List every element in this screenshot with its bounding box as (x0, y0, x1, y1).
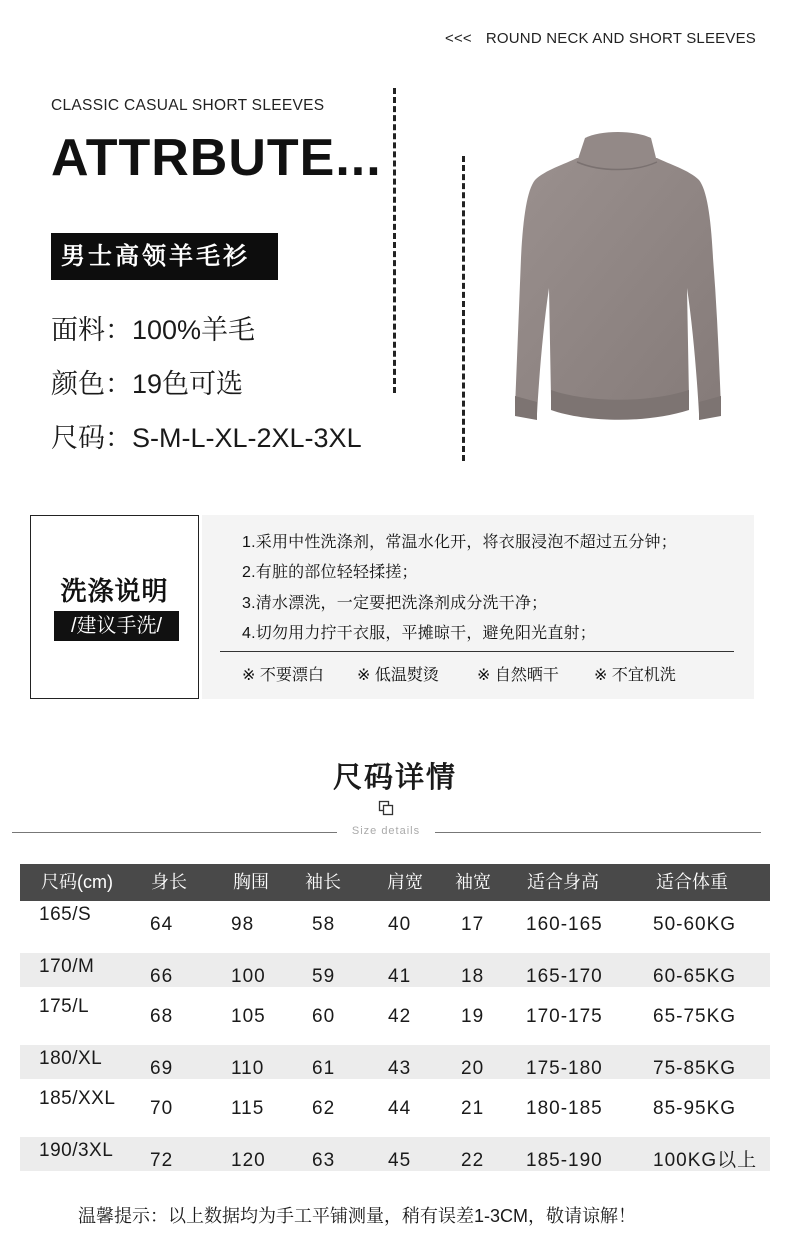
table-row (20, 1085, 770, 1131)
column-header: 适合体重 (656, 872, 728, 892)
turtleneck-sweater-image (505, 128, 730, 440)
divider (220, 651, 734, 652)
page-title: ATTRBUTE... (51, 129, 382, 187)
measurement-note: 温馨提示：以上数据均为手工平铺测量，稍有误差1-3CM，敬请谅解！ (78, 1206, 637, 1226)
table-cell: 60-65KG (653, 966, 737, 987)
washing-title: 洗涤说明 (60, 576, 169, 606)
table-cell: 105 (231, 1006, 266, 1027)
table-header-row (20, 864, 770, 901)
spec-color: 颜色：19色可选 (51, 369, 244, 399)
divider (435, 832, 761, 833)
column-header: 胸围 (233, 872, 269, 892)
table-cell: 40 (388, 914, 412, 935)
table-cell: 20 (461, 1058, 485, 1079)
table-row (20, 993, 770, 1039)
divider (12, 832, 337, 833)
table-cell: 70 (150, 1098, 174, 1119)
table-cell: 110 (231, 1058, 265, 1079)
table-cell: 42 (388, 1006, 412, 1027)
washing-instruction: 3.清水漂洗，一定要把洗涤剂成分洗干净； (242, 595, 548, 612)
table-row (20, 1137, 770, 1171)
column-header: 身长 (151, 872, 187, 892)
table-cell: 175/L (39, 996, 90, 1017)
table-cell: 60 (312, 1006, 336, 1027)
table-cell: 43 (388, 1058, 412, 1079)
table-cell: 62 (312, 1098, 336, 1119)
table-cell: 185-190 (526, 1150, 603, 1171)
table-cell: 75-85KG (653, 1058, 737, 1079)
size-table (20, 864, 770, 1177)
care-label-no-bleach: ※ 不要漂白 (242, 667, 324, 684)
washing-instruction: 2.有脏的部位轻轻揉搓； (242, 564, 418, 581)
table-cell: 165-170 (526, 966, 603, 987)
column-header: 肩宽 (387, 872, 423, 892)
table-row (20, 901, 770, 947)
table-cell: 18 (461, 966, 485, 987)
size-section-title: 尺码详情 (332, 762, 457, 794)
top-note (445, 30, 756, 47)
spec-size: 尺码：S-M-L-XL-2XL-3XL (51, 423, 362, 453)
spec-material: 面料：100%羊毛 (51, 315, 256, 345)
table-cell: 98 (231, 914, 255, 935)
table-cell: 22 (461, 1150, 485, 1171)
table-cell: 175-180 (526, 1058, 603, 1079)
table-cell: 72 (150, 1150, 174, 1171)
table-cell: 185/XXL (39, 1088, 116, 1109)
table-cell: 69 (150, 1058, 174, 1079)
column-header: 袖长 (305, 872, 341, 892)
table-cell: 21 (461, 1098, 485, 1119)
table-cell: 115 (231, 1098, 265, 1119)
table-cell: 50-60KG (653, 914, 737, 935)
column-header: 袖宽 (455, 872, 491, 892)
washing-instructions-panel (202, 515, 754, 699)
table-cell: 63 (312, 1150, 336, 1171)
care-label-low-iron: ※ 低温熨烫 (357, 667, 439, 684)
table-cell: 170-175 (526, 1006, 603, 1027)
washing-instruction: 4.切勿用力拧干衣服，平摊晾干，避免阳光直射； (242, 625, 596, 642)
table-cell: 100 (231, 966, 266, 987)
table-cell: 17 (461, 914, 485, 935)
table-cell: 85-95KG (653, 1098, 737, 1119)
care-label-air-dry: ※ 自然晒干 (477, 667, 559, 684)
top-note-text: ROUND NECK AND SHORT SLEEVES (485, 30, 756, 47)
washing-instruction: 1.采用中性洗涤剂，常温水化开，将衣服浸泡不超过五分钟； (242, 534, 677, 551)
table-cell: 65-75KG (653, 1006, 737, 1027)
column-header: 尺码(cm) (41, 872, 113, 892)
copy-squares-icon (378, 800, 394, 816)
care-label-no-machine-wash: ※ 不宜机洗 (594, 667, 676, 684)
table-cell: 58 (312, 914, 336, 935)
chevrons-left-icon: <<< (444, 30, 472, 47)
size-section-subtitle: Size details (351, 825, 421, 837)
table-cell: 64 (150, 914, 174, 935)
table-cell: 44 (388, 1098, 412, 1119)
table-cell: 41 (388, 966, 412, 987)
dashed-divider-left (393, 88, 396, 393)
table-cell: 68 (150, 1006, 174, 1027)
table-cell: 66 (150, 966, 174, 987)
column-header: 适合身高 (527, 872, 599, 892)
table-cell: 160-165 (526, 914, 603, 935)
table-cell: 61 (312, 1058, 336, 1079)
table-cell: 59 (312, 966, 336, 987)
washing-subtitle: /建议手洗/ (54, 611, 179, 641)
subtitle: CLASSIC CASUAL SHORT SLEEVES (51, 97, 325, 114)
table-cell: 190/3XL (39, 1140, 114, 1161)
table-row (20, 953, 770, 987)
washing-title-box (30, 515, 199, 699)
table-cell: 165/S (39, 904, 92, 925)
table-cell: 100KG以上 (653, 1150, 758, 1171)
table-cell: 120 (231, 1150, 266, 1171)
table-row (20, 1045, 770, 1079)
table-cell: 19 (461, 1006, 485, 1027)
dashed-divider-right (462, 156, 465, 461)
table-cell: 45 (388, 1150, 412, 1171)
table-cell: 180-185 (526, 1098, 603, 1119)
table-cell: 180/XL (39, 1048, 103, 1069)
product-tag: 男士高领羊毛衫 (51, 233, 278, 280)
table-cell: 170/M (39, 956, 95, 977)
